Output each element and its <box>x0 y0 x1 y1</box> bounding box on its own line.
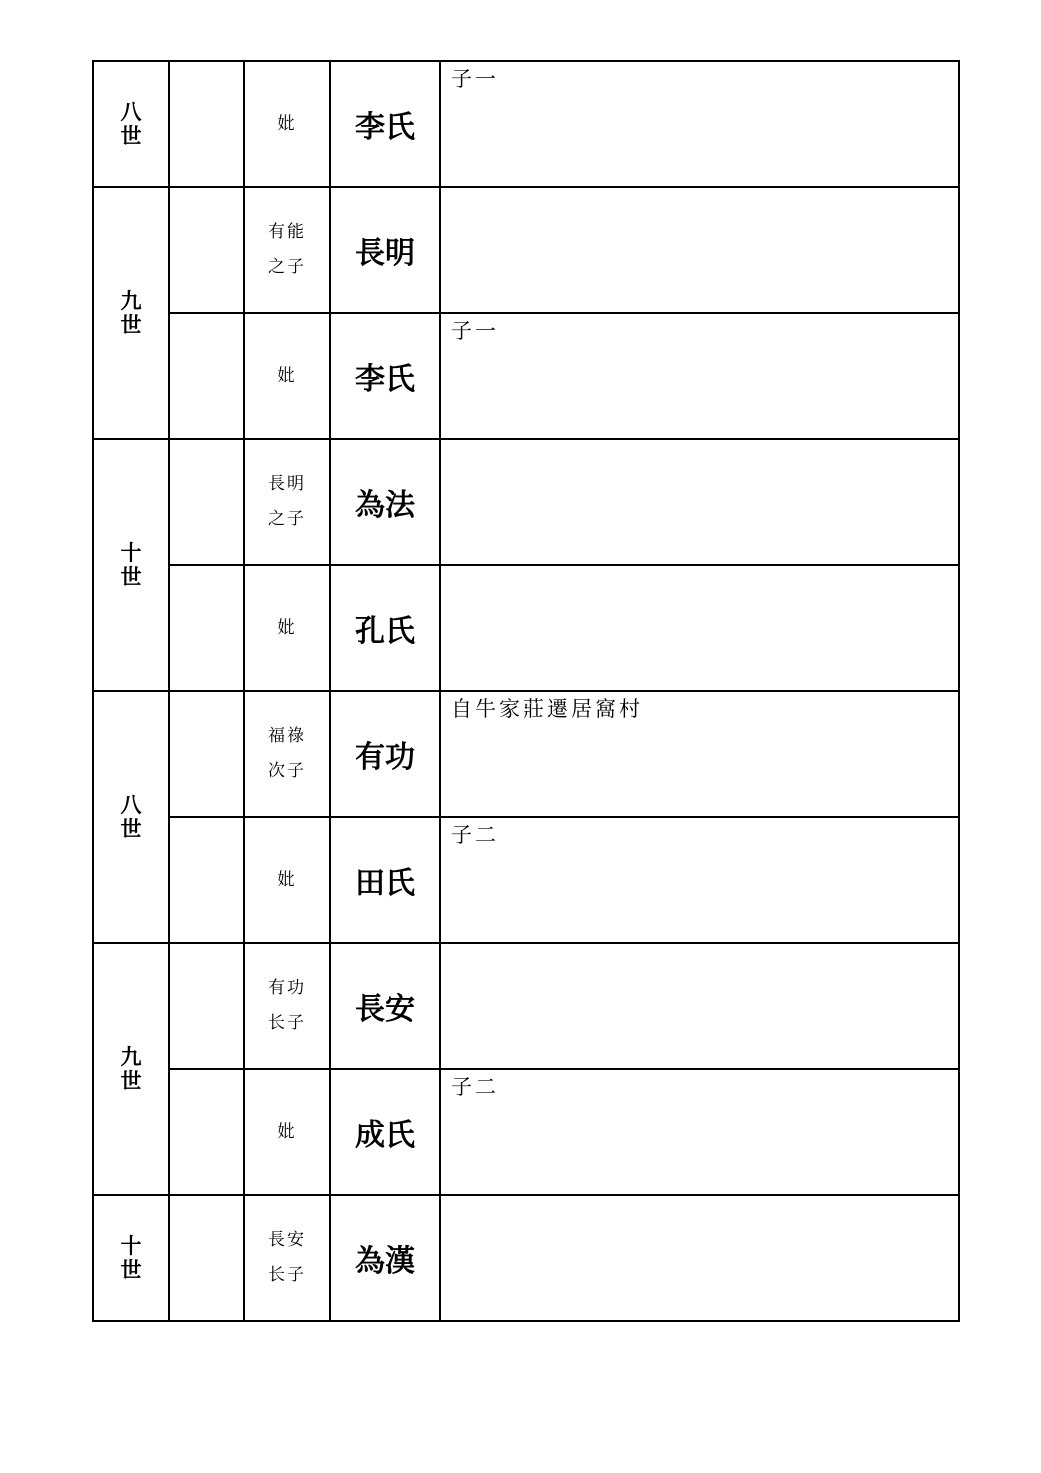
generation-char: 世 <box>120 816 142 841</box>
table-row <box>93 1069 959 1195</box>
note-cell: 子二 <box>440 817 959 943</box>
relation-cell <box>244 439 330 565</box>
blank-cell <box>169 1195 244 1321</box>
genealogy-table <box>92 60 960 1322</box>
generation-cell <box>93 187 169 439</box>
table-row <box>93 817 959 943</box>
blank-cell <box>169 691 244 817</box>
generation-char: 八 <box>120 792 142 817</box>
relation-text: 妣 <box>277 113 297 134</box>
relation-text: 长子 <box>268 1265 306 1285</box>
relation-text: 妣 <box>277 365 297 386</box>
note-cell <box>440 439 959 565</box>
relation-cell <box>244 565 330 691</box>
person-name: 李氏 <box>330 61 440 187</box>
relation-cell <box>244 187 330 313</box>
blank-cell <box>169 1069 244 1195</box>
person-name: 成氏 <box>330 1069 440 1195</box>
blank-cell <box>169 943 244 1069</box>
table-row <box>93 187 959 313</box>
generation-char: 十 <box>120 540 142 565</box>
blank-cell <box>169 313 244 439</box>
blank-cell <box>169 61 244 187</box>
generation-char: 世 <box>120 564 142 589</box>
relation-cell <box>244 943 330 1069</box>
table-row <box>93 565 959 691</box>
note-cell: 自牛家莊遷居窩村 <box>440 691 959 817</box>
note-cell <box>440 1195 959 1321</box>
relation-cell <box>244 1195 330 1321</box>
table-row <box>93 1195 959 1321</box>
blank-cell <box>169 817 244 943</box>
relation-cell <box>244 313 330 439</box>
blank-cell <box>169 565 244 691</box>
note-cell: 子一 <box>440 61 959 187</box>
generation-cell <box>93 943 169 1195</box>
relation-cell <box>244 817 330 943</box>
relation-text: 有功 <box>268 978 306 998</box>
person-name: 田氏 <box>330 817 440 943</box>
generation-cell <box>93 61 169 187</box>
table-row <box>93 313 959 439</box>
person-name: 為漢 <box>330 1195 440 1321</box>
generation-char: 八 <box>120 99 142 124</box>
relation-text: 之子 <box>268 257 306 277</box>
relation-text: 妣 <box>277 617 297 638</box>
note-cell: 子一 <box>440 313 959 439</box>
generation-char: 十 <box>120 1233 142 1258</box>
person-name: 長安 <box>330 943 440 1069</box>
person-name: 孔氏 <box>330 565 440 691</box>
note-cell <box>440 187 959 313</box>
generation-char: 世 <box>120 1068 142 1093</box>
relation-text: 長明 <box>268 474 306 494</box>
relation-text: 有能 <box>268 222 306 242</box>
generation-char: 九 <box>120 1044 142 1069</box>
relation-text: 次子 <box>268 761 306 781</box>
person-name: 為法 <box>330 439 440 565</box>
note-cell <box>440 565 959 691</box>
relation-text: 長安 <box>268 1230 306 1250</box>
person-name: 長明 <box>330 187 440 313</box>
relation-text: 长子 <box>268 1013 306 1033</box>
generation-char: 世 <box>120 1257 142 1282</box>
table-row <box>93 943 959 1069</box>
generation-cell <box>93 1195 169 1321</box>
generation-char: 世 <box>120 312 142 337</box>
relation-cell <box>244 1069 330 1195</box>
generation-char: 世 <box>120 123 142 148</box>
note-cell: 子二 <box>440 1069 959 1195</box>
generation-cell <box>93 691 169 943</box>
blank-cell <box>169 187 244 313</box>
relation-text: 之子 <box>268 509 306 529</box>
relation-text: 福祿 <box>268 726 306 746</box>
blank-cell <box>169 439 244 565</box>
relation-cell <box>244 61 330 187</box>
note-cell <box>440 943 959 1069</box>
relation-text: 妣 <box>277 1121 297 1142</box>
table-row <box>93 439 959 565</box>
generation-char: 九 <box>120 288 142 313</box>
table-row <box>93 691 959 817</box>
person-name: 有功 <box>330 691 440 817</box>
generation-cell <box>93 439 169 691</box>
relation-cell <box>244 691 330 817</box>
person-name: 李氏 <box>330 313 440 439</box>
relation-text: 妣 <box>277 869 297 890</box>
table-row <box>93 61 959 187</box>
